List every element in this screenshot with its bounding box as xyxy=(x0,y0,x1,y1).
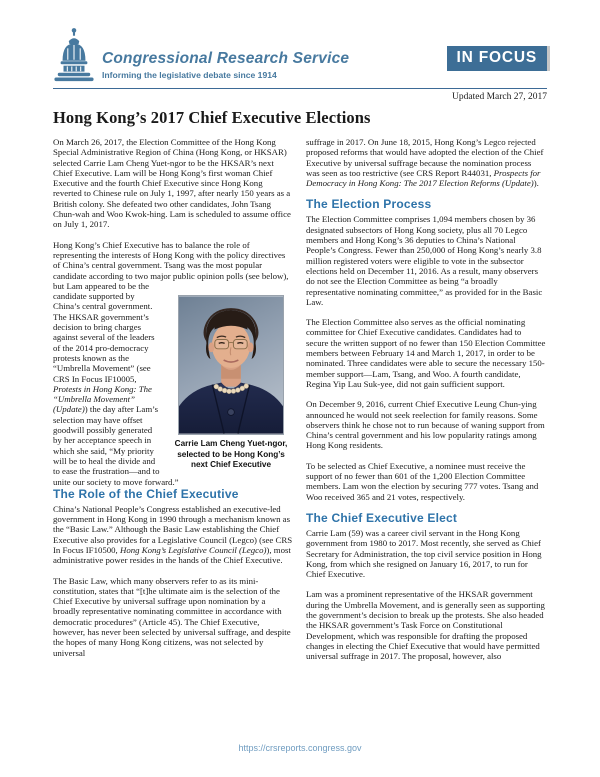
paragraph-basic-law-article45: The Basic Law, which many observers refer to as its mini-constitution, states that “[t]he ultimate aim is the selection of the Chief Executive by universal suffrage upon nomination by a broadly representative nominating committee in accordance with democratic procedures” (Article 45). The Chief Executive, however, has never been selected by universal suffrage, and despite the hopes of many Hong Kong citizens, was not selected by universal xyxy=(53,575,291,658)
photo-caption-line: Carrie Lam Cheng Yuet-ngor, xyxy=(174,439,288,449)
paragraph-lam-career: Carrie Lam (59) was a career civil servant in the Hong Kong government from 1980 to 2017. Most recently, she served as Chief Secretary for Administration, the top civil service position in Hong Kong, from which she resigned on January 16, 2017, to run for Chief Executive. xyxy=(306,527,542,580)
paragraph-suffrage-reforms xyxy=(306,137,546,188)
paragraph-role-lead: Hong Kong’s Chief Executive has to balance the role of representing the interests of Hong Kong with the policy directives of China’s central government. Tsang was the most popular candidate according to two major public opinion polls (see below), but Lam appeared to be the xyxy=(53,239,289,291)
text-run-italic: Hong Kong’s Legislative Council (Legco) xyxy=(119,544,267,555)
header xyxy=(53,26,547,86)
updated-date: Updated March 27, 2017 xyxy=(452,92,547,102)
photo-caption-line: next Chief Executive xyxy=(190,459,272,469)
left-column xyxy=(53,137,293,661)
capitol-dome-icon xyxy=(53,26,95,84)
paragraph-basic-law-origin xyxy=(53,504,293,566)
photo-caption-line: selected to be Hong Kong’s xyxy=(177,449,285,459)
paragraph-nominating-committee: The Election Committee also serves as the official nominating committee for Chief Executive candidates. Candidates had to secure the written support of no fewer than 150 Election Committee members between February 14 and March 1, 2017, in order to be nominated. Three candidates were able to secure the necessary 150-member support—Lam, Tsang, and Woo. A fourth candidate, Regina Yip Lau Suk-yee, did not gain sufficient support. xyxy=(306,317,546,389)
crs-logo xyxy=(53,26,349,84)
text-run: ). xyxy=(533,178,539,189)
paragraph-intro: On March 26, 2017, the Election Committee of the Hong Kong Special Administrative Region of China (Hong Kong, or HKSAR) selected Carrie Lam Cheng Yuet-ngor to be the HKSAR’s next Chief Executive. Lam will be Hong Kong’s first woman Chief Executive and the fourth Chief Executive since Hong Kong reverted to Chinese rule on July 1, 1997, after nearly 150 years as a British colony. She defeated two other candidates, John Tsang Chun-wah and Woo Kwok-hing. Lam is scheduled to assume office on July 1, 2017. xyxy=(53,137,291,230)
section-heading-chief-executive-elect: The Chief Executive Elect xyxy=(306,510,458,525)
paragraph-leung-chun-ying: On December 9, 2016, current Chief Executive Leung Chun-ying announced he would not seek reelection for family reasons. Some observers think he chose not to run because of waning support from China’s central government and his low popularity ratings among Hong Kong residents. xyxy=(306,399,545,451)
photo-wrap-block xyxy=(53,291,293,487)
text-run-italic: Protests in Hong Kong: The “Umbrella Movement” (Update) xyxy=(53,383,152,415)
footer xyxy=(0,743,600,753)
header-divider xyxy=(53,88,547,89)
text-run: candidate supported by China’s central government. The HKSAR government’s decision to bring charges against several of the leaders of the 2014 pro-democracy protests known as the “Umbrella Movement” (see CRS In Focus IF10005, xyxy=(53,291,155,384)
section-heading-role-of-chief-executive: The Role of the Chief Executive xyxy=(53,486,239,501)
carrie-lam-photo xyxy=(178,295,284,435)
org-tagline: Informing the legislative debate since 1914 xyxy=(102,70,277,80)
page-title: Hong Kong’s 2017 Chief Executive Elections xyxy=(53,108,371,127)
two-column-body xyxy=(53,137,547,661)
org-name: Congressional Research Service xyxy=(102,50,350,67)
text-run: ), most administrative power resides in the hands of the Chief Executive. xyxy=(53,544,291,566)
paragraph-lam-umbrella-movement: Lam was a prominent representative of the HKSAR government during the Umbrella Movement, and is generally seen as supporting the government’s decision to break up the protests. She also headed the HKSAR government’s Task Force on Constitutional Development, which was responsible for drafting the proposed changes in electing the Chief Executive that would have permitted universal suffrage in 2017. The proposal, however, also xyxy=(306,589,545,662)
section-heading-election-process: The Election Process xyxy=(306,197,432,212)
text-run: suffrage in 2017. On June 18, 2015, Hong Kong’s Legco rejected proposed reforms that would have adopted the election of the Chief Executive by universal suffrage because the nomination process was seen as too restrictive (see CRS Report R44031, xyxy=(306,137,544,178)
carrie-lam-figure xyxy=(169,295,293,470)
footer-url-link[interactable]: https://crsreports.congress.gov xyxy=(238,743,362,753)
text-run-italic: Prospects for Democracy in Hong Kong: The 2017 Election Reforms (Update) xyxy=(306,167,541,189)
text-run: China’s National People’s Congress established an executive-led government in Hong Kong in 1990 through a mechanism known as the “Basic Law.” Although the Basic Law establishing the Chief Executive also provides for a Legislative Council (Legco) (see CRS In Focus IF10500, xyxy=(53,503,293,555)
paragraph-election-committee: The Election Committee comprises 1,094 members chosen by 36 designated subsectors of Hong Kong society, plus all 70 Legco members and Hong Kong’s 36 deputies to China’s National People’s Congress. Fewer than 250,000 of Hong Kong’s nearly 3.8 million registered voters were eligible to vote in the subsector elections held on December 11, 2016. As a result, many observers do not see the Election Committee as being “a broadly representative nominating committee,” as provided for in the Basic Law. xyxy=(306,214,543,307)
in-focus-badge: IN FOCUS xyxy=(447,46,547,71)
text-run: ) the day after Lam’s selection may have offset goodwill possibly generated by her acceptance speech in which she said, “My priority will be to heal the divide and to ease the frustration—and to unite our society to move forward.” xyxy=(53,404,179,487)
right-column xyxy=(306,137,546,661)
photo-caption xyxy=(169,439,293,470)
org-text xyxy=(102,50,349,84)
paragraph-vote-results: To be selected as Chief Executive, a nominee must receive the support of no fewer than 601 of the 1,200 Election Committee members. Lam won the election by securing 777 votes. Tsang and Woo received 365 and 21 votes, respectively. xyxy=(306,460,539,502)
